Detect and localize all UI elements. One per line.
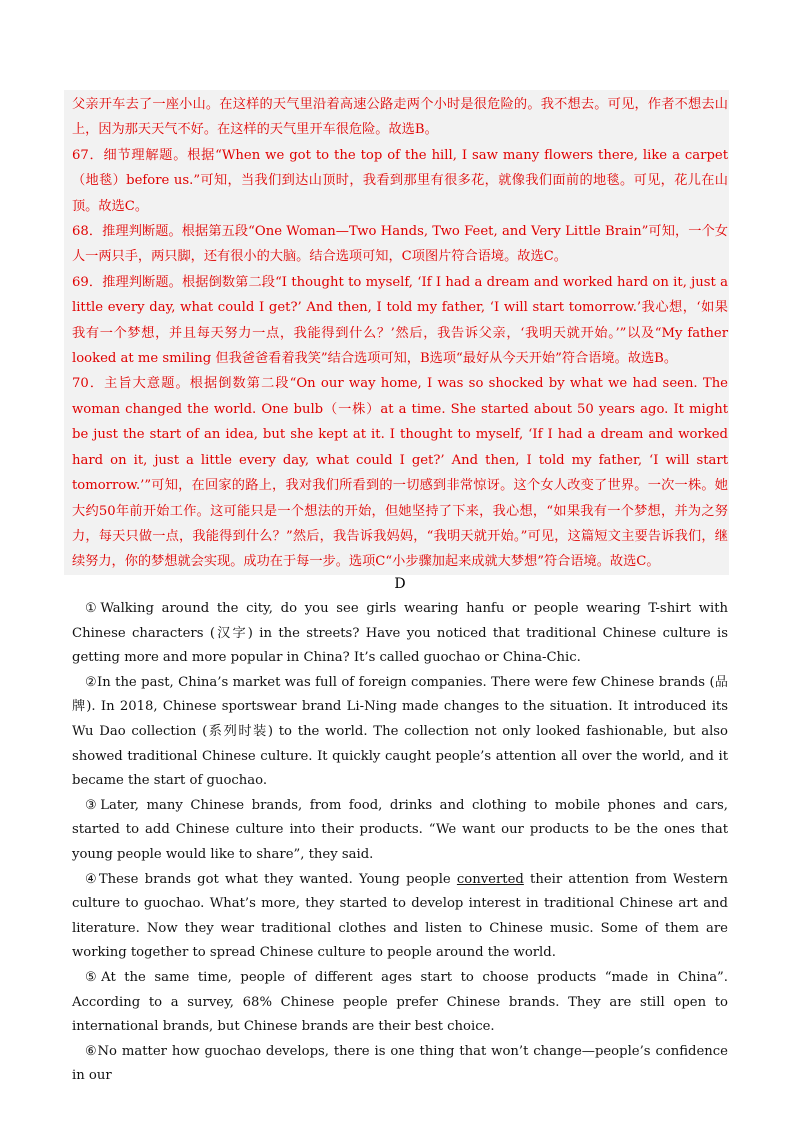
paragraph-4-part-1: ④These brands got what they wanted. Young people	[85, 871, 457, 887]
answer-70: 70．主旨大意题。根据倒数第二段“On our way home, I was so shocked by what we had seen. The woman changed the world. One bulb（一株）at a time. She started about 50 years ago. It might be just the start of an idea, but she kept at it. I thought to myself, ‘If I had a dream and worked hard on it, just a little every day, what could I get?’ And then, I told my father, ‘I will start tomorrow.’”可知，在回家的路上，我对我们所看到的一切感到非常惊讶。这个女人改变了世界。一次一株。她大约50年前开始工作。这可能只是一个想法的开始，但她坚持了下来，我心想，“如果我有一个梦想，并为之努力，每天只做一点，我能得到什么？”然后，我告诉我妈妈，“我明天就开始。”可见，这篇短文主要告诉我们，继续努力，你的梦想就会实现。成功在于每一步。选项C“小步骤加起来成就大梦想”符合语境。故选C。	[72, 376, 728, 570]
underlined-word: converted	[456, 871, 524, 887]
paragraph-5: ⑤At the same time, people of different ages start to choose products “made in China”. According to a survey, 68% Chinese people prefer Chinese brands. They are still open to international brands, but Chinese brands are their best choice.	[72, 969, 728, 1035]
paragraph-4-part-2: their attention from Western culture to guochao. What’s more, they started to develop interest in traditional Chinese art and literature. Now they wear traditional clothes and listen to Chinese music. Some of them are working together to spread Chinese culture to people around the world.	[72, 871, 728, 961]
answer-69: 69．推理判断题。根据倒数第二段“I thought to myself, ‘If I had a dream and worked hard on it, just a little every day, what could I get?’ And then, I told my father, ‘I will start tomorrow.’我心想，‘如果我有一个梦想，并且每天努力一点，我能得到什么？’然后，我告诉父亲，‘我明天就开始。’”以及“My father looked at me smiling 但我爸爸看着我笑”结合选项可知，B选项“最好从今天开始”符合语境。故选B。	[72, 274, 728, 367]
answer-explanations	[72, 92, 728, 575]
paragraph-3: ③Later, many Chinese brands, from food, drinks and clothing to mobile phones and cars, started to add Chinese culture into their products. “We want our products to be the ones that young people would like to share”, they said.	[72, 797, 728, 862]
answer-67: 67．细节理解题。根据“When we got to the top of the hill, I saw many flowers there, like a carpet（地毯）before us.”可知，当我们到达山顶时，我看到那里有很多花，就像我们面前的地毯。可见，花儿在山顶。故选C。	[72, 147, 728, 214]
paragraph-1: ①Walking around the city, do you see girls wearing hanfu or people wearing T-shirt with Chinese characters (汉字) in the streets? Have you noticed that traditional Chinese culture is getting more and more popular in China? It’s called guochao or China-Chic.	[72, 601, 728, 666]
paragraph-2: ②In the past, China’s market was full of foreign companies. There were few Chinese brands (品牌). In 2018, Chinese sportswear brand Li-Ning made changes to the situation. It introduced its Wu Dao collection (系列时装) to the world. The collection not only looked fashionable, but also showed traditional Chinese culture. It quickly caught people’s attention all over the world, and it became the start of guochao.	[72, 674, 728, 789]
section-title: D	[394, 576, 406, 592]
answer-68: 68．推理判断题。根据第五段“One Woman—Two Hands, Two Feet, and Very Little Brain”可知，一个女人一两只手，两只脚，还有很小的大脑。结合选项可知，C项图片符合语境。故选C。	[72, 224, 728, 265]
paragraph-4	[72, 868, 728, 966]
paragraph-6: ⑥No matter how guochao develops, there is one thing that won’t change—people’s confidence in our	[72, 1043, 728, 1084]
answer-66-continued: 父亲开车去了一座小山。在这样的天气里沿着高速公路走两个小时是很危险的。我不想去。可见，作者不想去山上，因为那天天气不好。在这样的天气里开车很危险。故选B。	[72, 97, 728, 138]
reading-passage-d	[72, 597, 728, 1089]
